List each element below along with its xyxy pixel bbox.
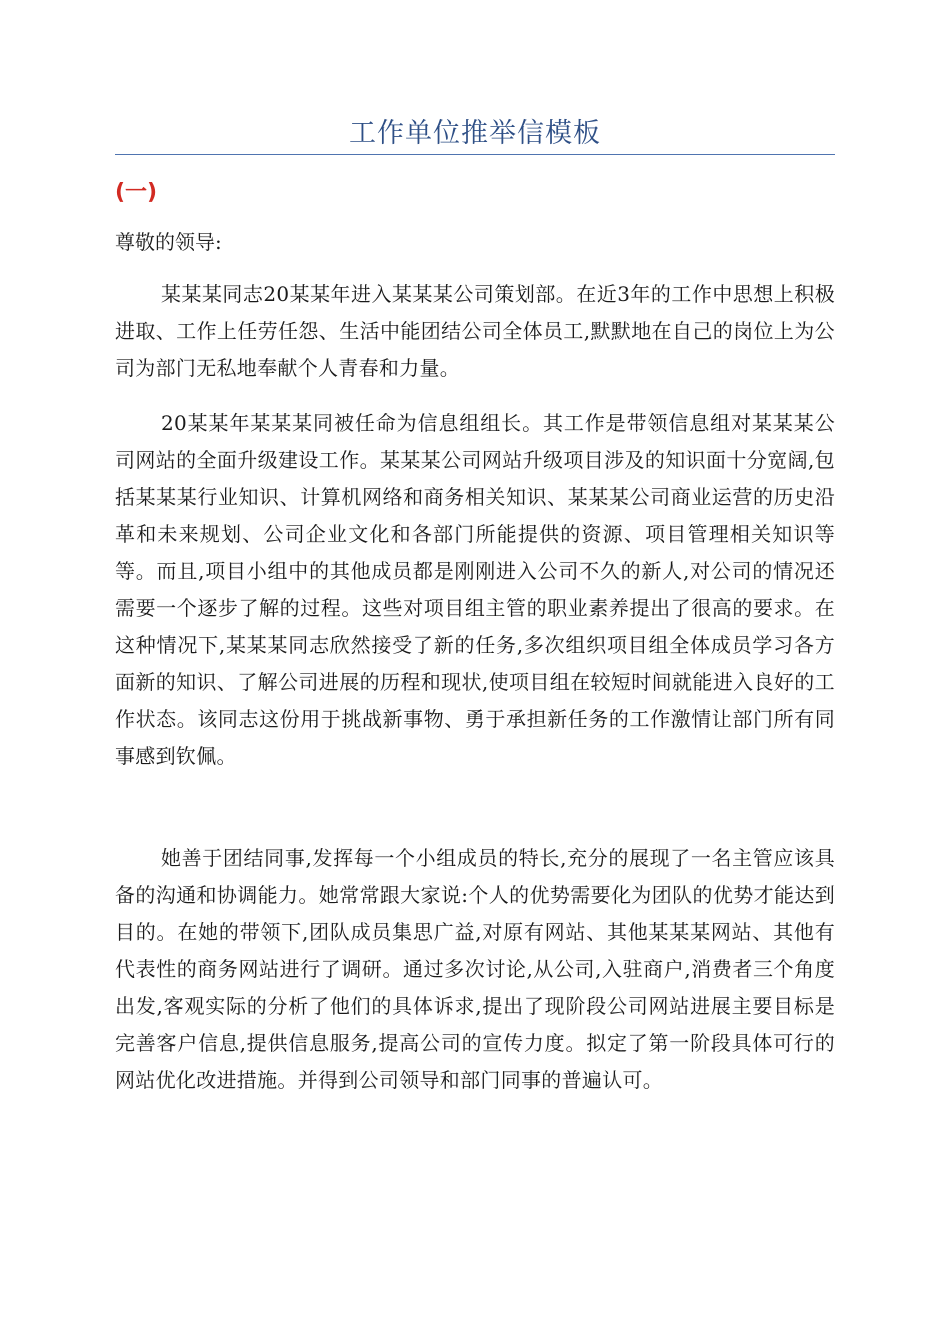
section-label: (一) <box>115 180 158 205</box>
body-paragraph-2: 20某某年某某某同被任命为信息组组长。其工作是带领信息组对某某某公司网站的全面升级建设工作。某某某公司网站升级项目涉及的知识面十分宽阔,包括某某某行业知识、计算机网络和商务相关知识、某某某公司商业运营的历史沿革和未来规划、公司企业文化和各部门所能提供的资源、项目管理相关知识等等。而且,项目小组中的其他成员都是刚刚进入公司不久的新人,对公司的情况还需要一个逐步了解的过程。这些对项目组主管的职业素养提出了很高的要求。在这种情况下,某某某同志欣然接受了新的任务,多次组织项目组全体成员学习各方面新的知识、了解公司进展的历程和现状,使项目组在较短时间就能进入良好的工作状态。该同志这份用于挑战新事物、勇于承担新任务的工作激情让部门所有同事感到钦佩。 <box>115 411 835 768</box>
body-paragraph-3: 她善于团结同事,发挥每一个小组成员的特长,充分的展现了一名主管应该具备的沟通和协调能力。她常常跟大家说:个人的优势需要化为团队的优势才能达到目的。在她的带领下,团队成员集思广益,对原有网站、其他某某某网站、其他有代表性的商务网站进行了调研。通过多次讨论,从公司,入驻商户,消费者三个角度出发,客观实际的分析了他们的具体诉求,提出了现阶段公司网站进展主要目标是完善客户信息,提供信息服务,提高公司的宣传力度。拟定了第一阶段具体可行的网站优化改进措施。并得到公司领导和部门同事的普遍认可。 <box>115 846 835 1092</box>
document-title: 工作单位推举信模板 <box>349 118 601 149</box>
title-underline <box>115 154 835 155</box>
salutation: 尊敬的领导: <box>115 230 222 254</box>
body-paragraph-1: 某某某同志20某某年进入某某某公司策划部。在近3年的工作中思想上积极进取、工作上任劳任怨、生活中能团结公司全体员工,默默地在自己的岗位上为公司为部门无私地奉献个人青春和力量。 <box>115 282 835 380</box>
